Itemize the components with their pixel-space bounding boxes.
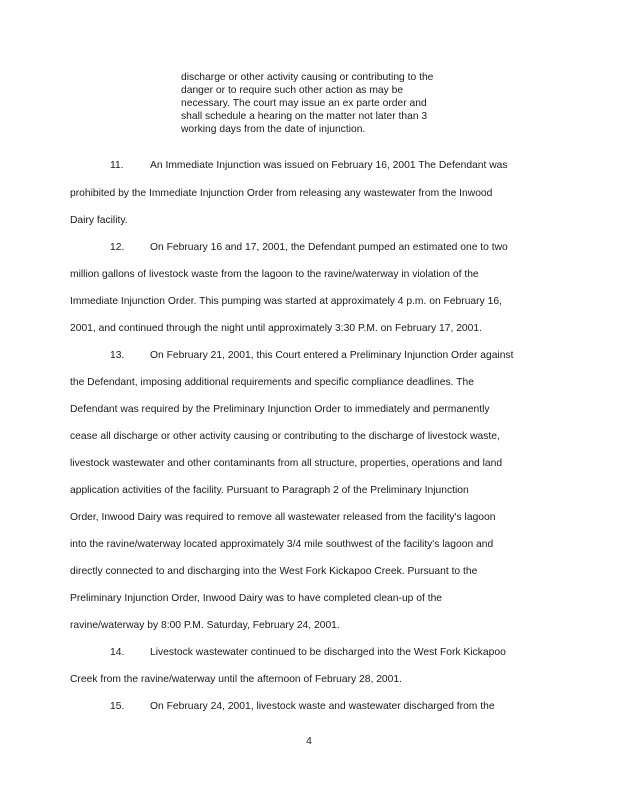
paragraph-line: Order, Inwood Dairy was required to remove all wastewater released from the facility's lagoon (70, 512, 496, 523)
paragraph-line: into the ravine/waterway located approximately 3/4 mile southwest of the facility's lagoon and (70, 539, 494, 550)
paragraph-text: On February 21, 2001, this Court entered a Preliminary Injunction Order against (150, 350, 514, 361)
paragraph-number: 13. (110, 350, 125, 361)
paragraph-text: On February 16 and 17, 2001, the Defendant pumped an estimated one to two (150, 242, 508, 253)
paragraph-number: 12. (110, 242, 125, 253)
paragraph-text: An Immediate Injunction was issued on February 16, 2001 The Defendant was (150, 160, 508, 171)
paragraph-number: 15. (110, 701, 125, 712)
paragraph-line: Immediate Injunction Order. This pumping was started at approximately 4 p.m. on February 16, (70, 296, 502, 307)
paragraph-line: cease all discharge or other activity causing or contributing to the discharge of livestock waste, (70, 431, 500, 442)
paragraph-line: million gallons of livestock waste from the lagoon to the ravine/waterway in violation of the (70, 269, 479, 280)
paragraph-line: directly connected to and discharging into the West Fork Kickapoo Creek. Pursuant to the (70, 566, 478, 577)
quote-line: danger or to require such other action as may be (181, 85, 404, 96)
page-number: 4 (306, 736, 312, 747)
paragraph-line: ravine/waterway by 8:00 P.M. Saturday, February 24, 2001. (70, 620, 340, 631)
paragraph-line: the Defendant, imposing additional requirements and specific compliance deadlines. The (70, 377, 474, 388)
quote-line: discharge or other activity causing or contributing to the (181, 72, 434, 83)
paragraph-line: Preliminary Injunction Order, Inwood Dairy was to have completed clean-up of the (70, 593, 443, 604)
paragraph-line: Defendant was required by the Preliminary Injunction Order to immediately and permanently (70, 404, 490, 415)
quote-line: working days from the date of injunction. (181, 124, 366, 135)
paragraph-text: Livestock wastewater continued to be discharged into the West Fork Kickapoo (150, 647, 506, 658)
quote-line: shall schedule a hearing on the matter not later than 3 (181, 111, 428, 122)
paragraph-text: On February 24, 2001, livestock waste and wastewater discharged from the (150, 701, 495, 712)
paragraph-line: Dairy facility. (70, 215, 128, 226)
paragraph-line: livestock wastewater and other contaminants from all structure, properties, operations and land (70, 458, 503, 469)
paragraph-line: Creek from the ravine/waterway until the afternoon of February 28, 2001. (70, 674, 402, 685)
paragraph-line: application activities of the facility. Pursuant to Paragraph 2 of the Preliminary Injunction (70, 485, 469, 496)
quote-line: necessary. The court may issue an ex parte order and (181, 98, 427, 109)
paragraph-line: prohibited by the Immediate Injunction Order from releasing any wastewater from the Inwood (70, 188, 493, 199)
paragraph-line: 2001, and continued through the night until approximately 3:30 P.M. on February 17, 2001. (70, 323, 482, 334)
paragraph-number: 11. (110, 160, 124, 171)
paragraph-number: 14. (110, 647, 125, 658)
